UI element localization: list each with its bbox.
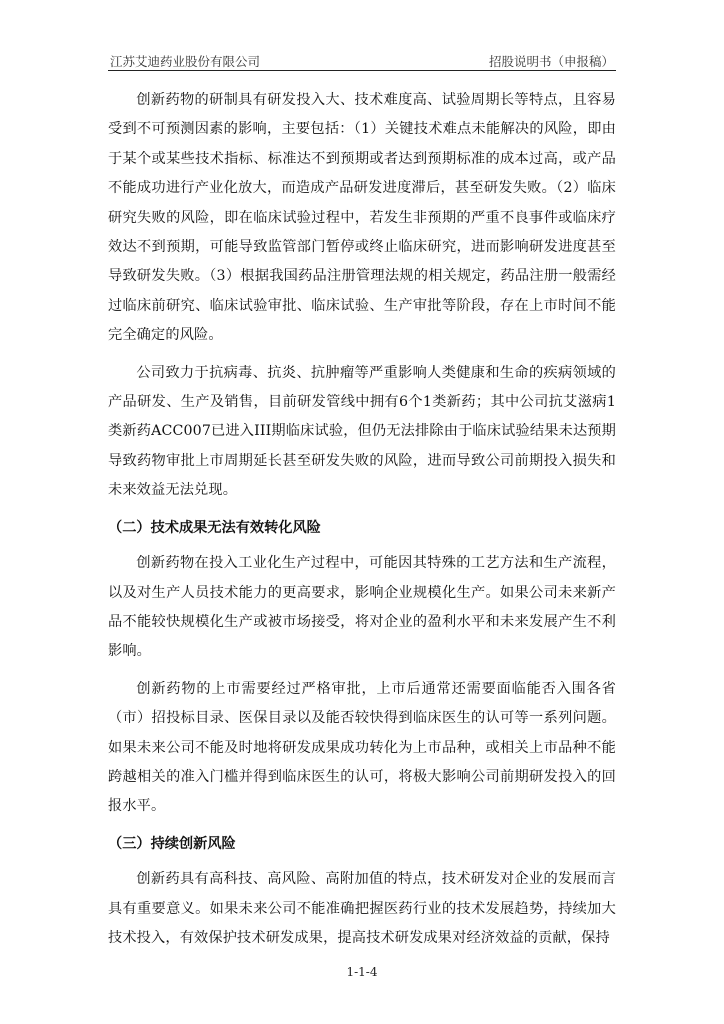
page-number: 1-1-4	[346, 965, 378, 979]
section-title-commercialization-risk: （二）技术成果无法有效转化风险	[108, 519, 321, 536]
paragraph-rd-risk: 创新药物的研制具有研发投入大、技术难度高、试验周期长等特点，且容易受到不可预测因素的影响，主要包括：（1）关键技术难点未能解决的风险，即由于某个或某些技术指标、标准达不到预期或者达到预期标准的成本过高，或产品不能成功进行产业化放大，而造成产品研发进度滞后，甚至研发失败。（2）临床研究失败的风险，即在临床试验过程中，若发生非预期的严重不良事件或临床疗效达不到预期，可能导致监管部门暂停或终止临床研究，进而影响研发进度甚至导致研发失败。（3）根据我国药品注册管理法规的相关规定，药品注册一般需经过临床前研究、临床试验审批、临床试验、生产审批等阶段，存在上市时间不能完全确定的风险。	[108, 92, 616, 344]
header-company-name: 江苏艾迪药业股份有限公司	[110, 54, 261, 69]
header-document-title: 招股说明书（申报稿）	[488, 54, 614, 69]
paragraph-production-risk: 创新药物在投入工业化生产过程中，可能因其特殊的工艺方法和生产流程，以及对生产人员技术能力的更高要求，影响企业规模化生产。如果公司未来新产品不能较快规模化生产或被市场接受，将对企业的盈利水平和未来发展产生不利影响。	[108, 555, 616, 660]
paragraph-pipeline-risk: 公司致力于抗病毒、抗炎、抗肿瘤等严重影响人类健康和生命的疾病领域的产品研发、生产及销售，目前研发管线中拥有6个1类新药；其中公司抗艾滋病1类新药ACC007已进入III期临床试验，但仍无法排除由于临床试验结果未达预期导致药物审批上市周期延长甚至研发失败的风险，进而导致公司前期投入损失和未来效益无法兑现。	[108, 364, 616, 499]
page-header	[108, 50, 616, 71]
paragraph-market-access-risk: 创新药物的上市需要经过严格审批，上市后通常还需要面临能否入围各省（市）招投标目录、医保目录以及能否较快得到临床医生的认可等一系列问题。如果未来公司不能及时地将研发成果成功转化为上市品种，或相关上市品种不能跨越相关的准入门槛并得到临床医生的认可，将极大影响公司前期研发投入的回报水平。	[108, 680, 616, 815]
section-title-innovation-risk: （三）持续创新风险	[108, 835, 236, 852]
page-body	[108, 86, 616, 961]
paragraph-innovation-risk: 创新药具有高科技、高风险、高附加值的特点，技术研发对企业的发展而言具有重要意义。如果未来公司不能准确把握医药行业的技术发展趋势，持续加大技术投入，有效保护技术研发成果，提高技术研发成果对经济效益的贡献，保持	[108, 871, 616, 946]
